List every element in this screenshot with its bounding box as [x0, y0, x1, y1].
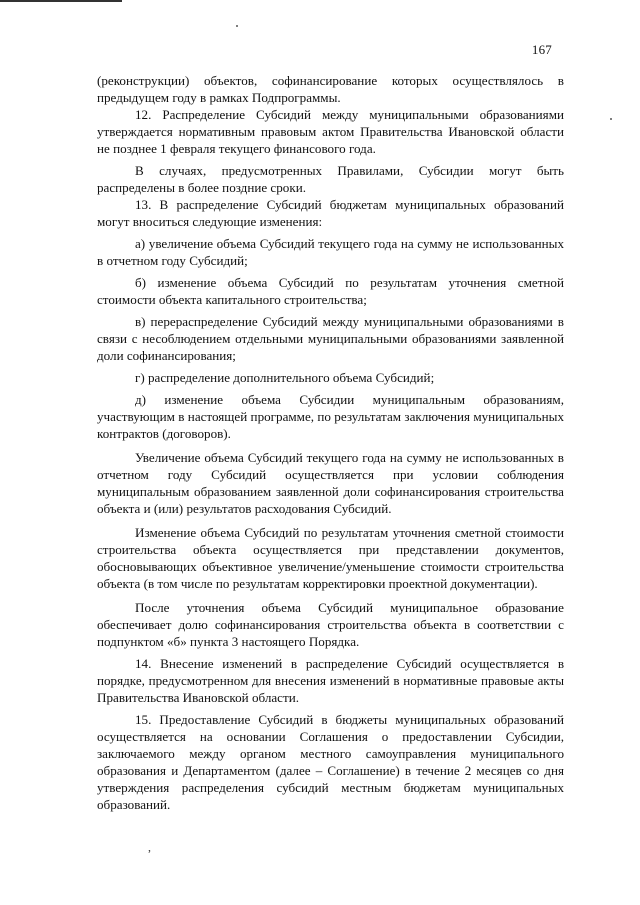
paragraph-reconstruction: (реконструкции) объектов, софинансирование которых осуществлялось в предыдущем году в рамках Подпрограммы. [97, 73, 564, 105]
document-body [97, 72, 564, 813]
paragraph-increase: Увеличение объема Субсидий текущего года на сумму не использованных в отчетном году Субсидий осуществляется при условии соблюдения муниципальным образованием заявленной доли софинансирования строительства объекта и (или) результатов расходования Субсидий. [97, 450, 564, 516]
paragraph-item-13: 13. В распределение Субсидий бюджетам муниципальных образований могут вноситься следующие изменения: [97, 197, 564, 229]
paragraph-subitem-a: а) увеличение объема Субсидий текущего года на сумму не использованных в отчетном году Субсидий; [97, 236, 564, 268]
paragraph-subitem-g: г) распределение дополнительного объема Субсидий; [135, 370, 435, 385]
footer-mark: , [148, 840, 151, 854]
top-edge-line [0, 0, 122, 2]
paragraph-subitem-d: д) изменение объема Субсидии муниципальным образованиям, участвующим в настоящей программе, по результатам заключения муниципальных контрактов (договоров). [97, 392, 564, 441]
paragraph-later-terms: В случаях, предусмотренных Правилами, Субсидии могут быть распределены в более поздние сроки. [97, 163, 564, 195]
paragraph-item-12: 12. Распределение Субсидий между муниципальными образованиями утверждается нормативным правовым актом Правительства Ивановской области не позднее 1 февраля текущего финансового года. [97, 107, 564, 156]
paragraph-subitem-b: б) изменение объема Субсидий по результатам уточнения сметной стоимости объекта капитального строительства; [97, 275, 564, 307]
paragraph-change-volume: Изменение объема Субсидий по результатам уточнения сметной стоимости строительства объекта осуществляется при представлении документов, обосновывающих объективное увеличение/уменьшение стоимости строительства объекта (в том числе по результатам корректировки проектной документации). [97, 525, 564, 591]
paragraph-item-15: 15. Предоставление Субсидий в бюджеты муниципальных образований осуществляется на основании Соглашения о предоставлении Субсидии, заключаемого между органом местного самоуправления муниципального образования и Департаментом (далее – Соглашение) в течение 2 месяцев со дня утверждения распределения субсидий местным бюджетам муниципальных образований. [97, 712, 564, 812]
scan-speck [236, 25, 238, 27]
page-number: 167 [531, 42, 552, 57]
paragraph-after-clarification: После уточнения объема Субсидий муниципальное образование обеспечивает долю софинансирования строительства объекта в соответствии с подпунктом «б» пункта 3 настоящего Порядка. [97, 600, 564, 649]
paragraph-subitem-v: в) перераспределение Субсидий между муниципальными образованиями в связи с несоблюдением отдельными муниципальными образованиями заявленной доли софинансирования; [97, 314, 564, 363]
scan-speck [610, 118, 612, 120]
paragraph-item-14: 14. Внесение изменений в распределение Субсидий осуществляется в порядке, предусмотренном для внесения изменений в нормативные правовые акты Правительства Ивановской области. [97, 656, 564, 705]
